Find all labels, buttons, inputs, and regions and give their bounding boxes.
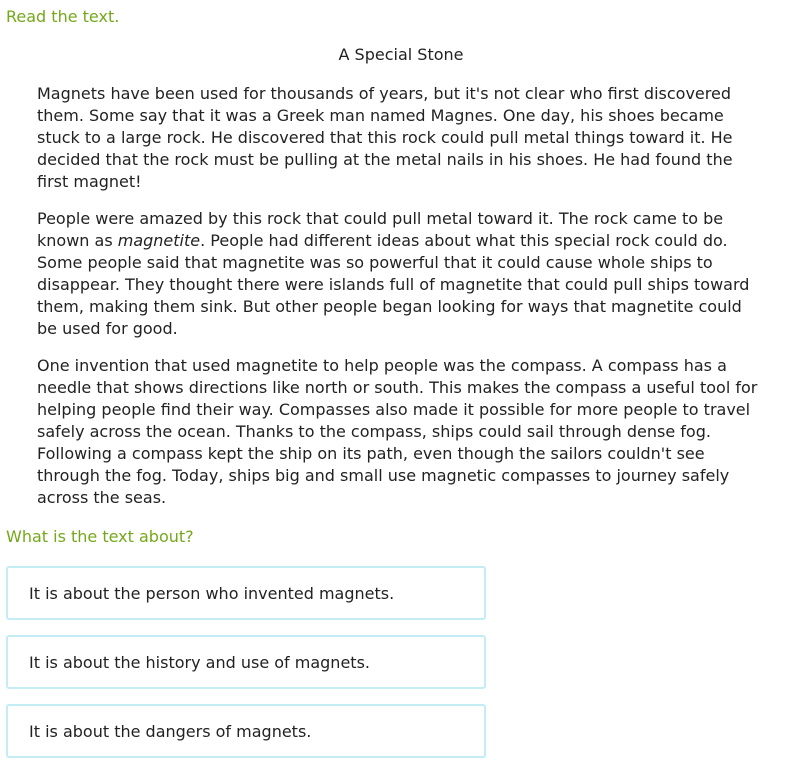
answer-choice-1[interactable] (6, 566, 486, 620)
paragraph-2-start: People were amazed by this rock that could pull metal toward it. The rock came to be known as (37, 209, 724, 250)
passage-paragraph-1: Magnets have been used for thousands of years, but it's not clear who first discovered them. Some say that it was a Greek man named Magnes. One day, his shoes became stuck to a large rock. He discovered that this rock could pull metal things toward it. He decided that the rock must be pulling at the metal nails in his shoes. He had found the first magnet! (37, 84, 733, 191)
passage-paragraph-2 (37, 208, 762, 340)
instruction-text: Read the text. (6, 7, 120, 26)
answer-choice-label: It is about the person who invented magnets. (29, 583, 395, 603)
passage-paragraph-3: One invention that used magnetite to help people was the compass. A compass has a needle that shows directions like north or south. This makes the compass a useful tool for helping people find their way. Compasses also made it possible for more people to travel safely across the ocean. Thanks to the compass, ships could sail through dense fog. Following a compass kept the ship on its path, even though the sailors couldn't see through the fog. Today, ships big and small use magnetic compasses to journey safely across the seas. (37, 356, 758, 507)
answer-choice-label: It is about the history and use of magnets. (29, 652, 370, 672)
answer-choices (6, 566, 486, 773)
answer-choice-label: It is about the dangers of magnets. (29, 721, 312, 741)
passage-title: A Special Stone (338, 45, 464, 64)
answer-choice-3[interactable] (6, 704, 486, 758)
question-prompt: What is the text about? (6, 527, 194, 546)
passage-body (37, 83, 762, 524)
paragraph-2-end: . People had different ideas about what this special rock could do. Some people said that magnetite was so powerful that it could cause whole ships to disappear. They thought there were islands full of magnetite that could pull ships toward them, making them sink. But other people began looking for ways that magnetite could be used for good. (37, 231, 750, 338)
term-magnetite: magnetite (117, 231, 201, 250)
answer-choice-2[interactable] (6, 635, 486, 689)
